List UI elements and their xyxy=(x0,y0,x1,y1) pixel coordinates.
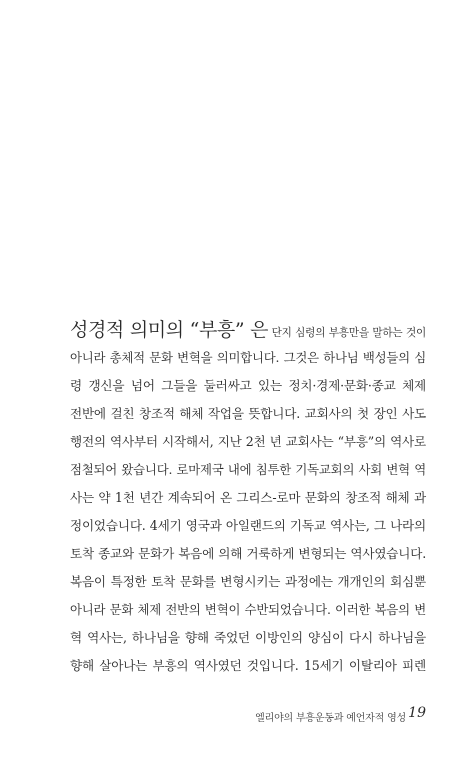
text-line-6: 점철되어 왔습니다. 로마제국 내에 침투한 기독교회의 사회 변혁 역 xyxy=(70,462,426,477)
text-line-2: 아니라 총체적 문화 변혁을 의미합니다. 그것은 하나님 백성들의 심 xyxy=(70,350,426,365)
text-line-8: 정이었습니다. 4세기 영국과 아일랜드의 기독교 역사는, 그 나라의 xyxy=(70,518,426,533)
page-number: 19 xyxy=(408,705,426,721)
text-line-4: 전반에 걸친 창조적 해체 작업을 뜻합니다. 교회사의 첫 장인 사도 xyxy=(70,406,426,421)
body-paragraph xyxy=(70,316,426,680)
text-line-3: 령 갱신을 넘어 그들을 둘러싸고 있는 정치·경제·문화·종교 체제 xyxy=(70,378,426,393)
text-line-12: 혁 역사는, 하나님을 향해 죽었던 이방인의 양심이 다시 하나님을 xyxy=(70,630,426,645)
text-line-13: 향해 살아나는 부흥의 역사였던 것입니다. 15세기 이탈리아 피렌 xyxy=(70,658,426,673)
running-head: 엘리야의 부흥운동과 예언자적 영성 xyxy=(255,713,406,724)
text-line-7: 사는 약 1천 년간 계속되어 온 그리스-로마 문화의 창조적 해체 과 xyxy=(70,490,426,505)
text-line-1 xyxy=(70,316,426,344)
page-footer xyxy=(0,707,470,727)
text-line-1-rest: 단지 심령의 부흥만을 말하는 것이 xyxy=(271,327,427,339)
text-line-11: 아니라 문화 체제 전반의 변혁이 수반되었습니다. 이러한 복음의 변 xyxy=(70,602,426,617)
text-line-10: 복음이 특정한 토착 문화를 변형시키는 과정에는 개개인의 회심뿐 xyxy=(70,574,426,589)
lead-phrase: 성경적 의미의 “부흥” 은 xyxy=(70,319,269,341)
text-line-9: 토착 종교와 문화가 복음에 의해 거룩하게 변형되는 역사였습니다. xyxy=(70,546,426,561)
text-line-5: 행전의 역사부터 시작해서, 지난 2천 년 교회사는 “부흥”의 역사로 xyxy=(70,434,426,449)
